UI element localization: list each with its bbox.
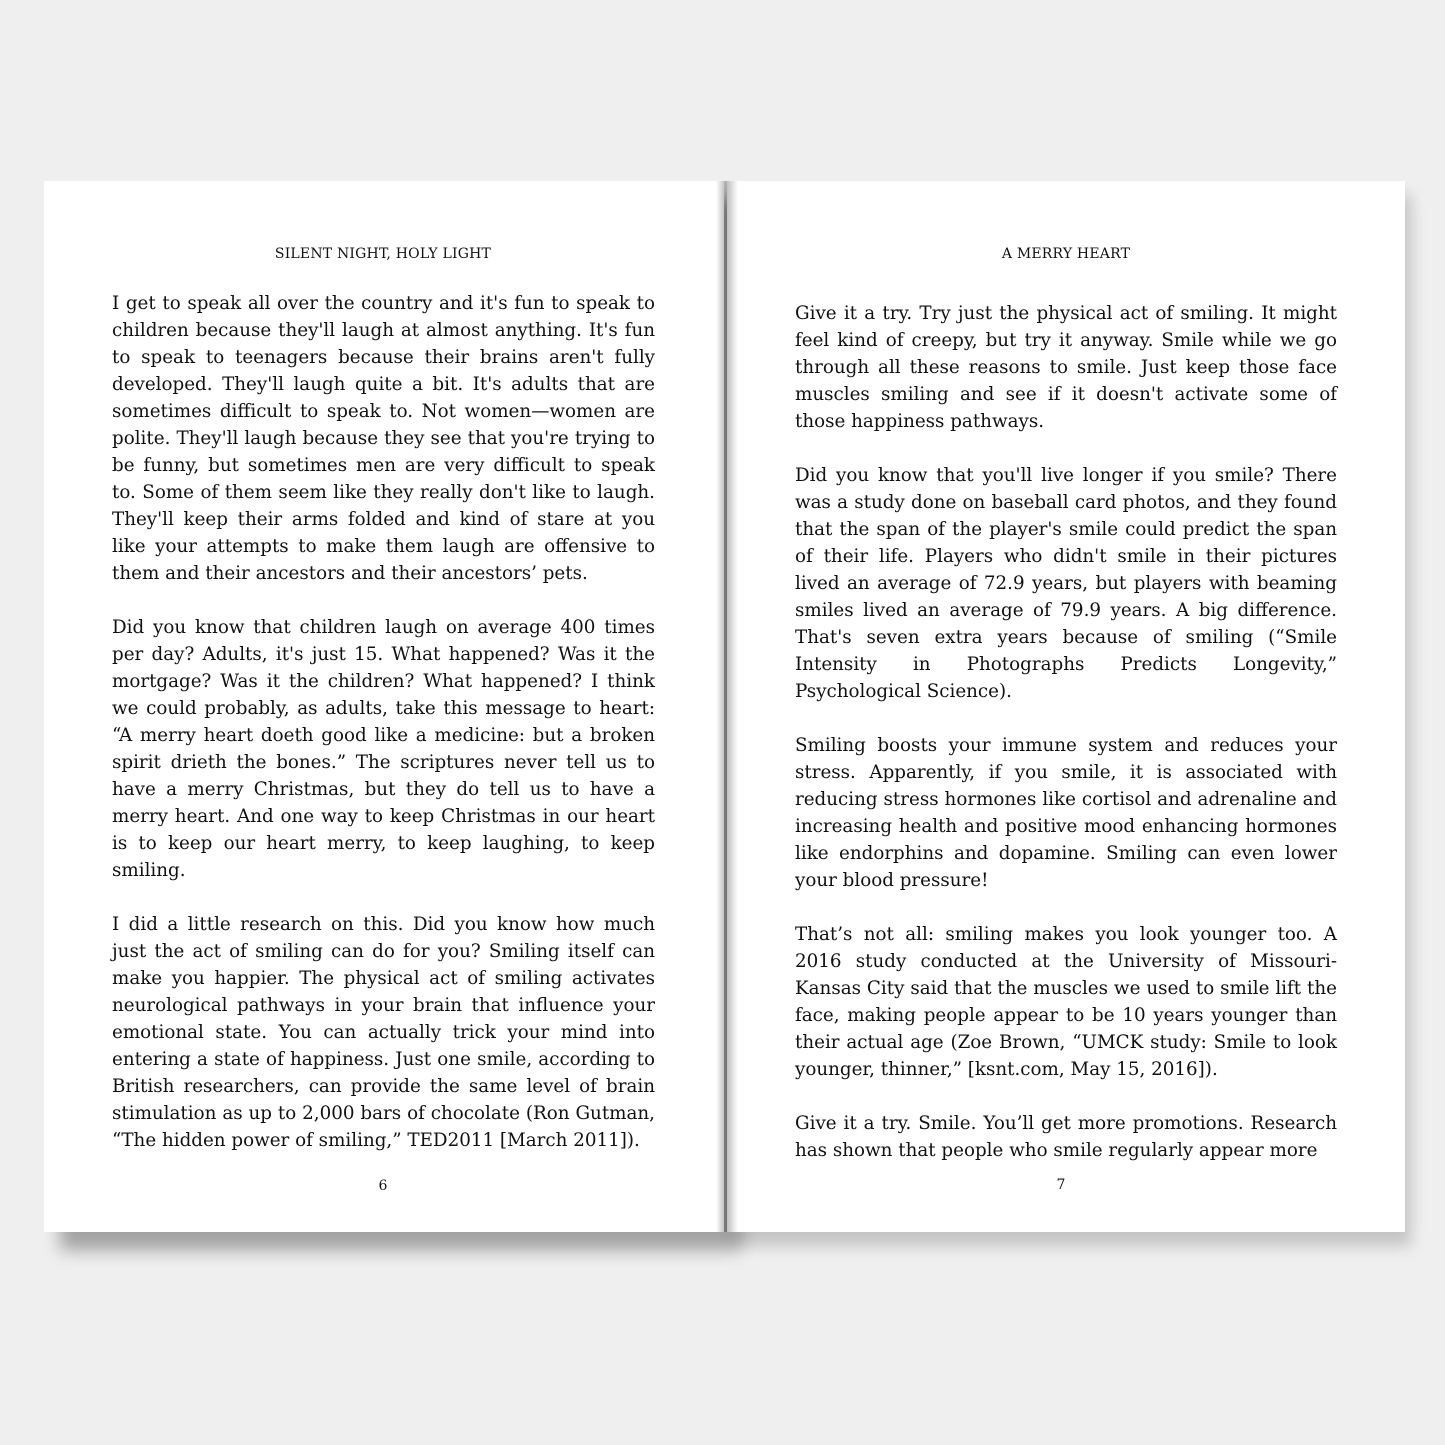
- paragraph: Smiling boosts your immune system and reduces your stress. Apparently, if you smile, it is associated with reducing stress hormones like cortisol and adrenaline and increasing health and positive mood enhancing hormones like endorphins and dopamine. Smiling can even lower your blood pressure!: [795, 735, 1337, 891]
- book-spread: [44, 181, 1405, 1232]
- page-body: [795, 300, 1337, 1191]
- page-number: 7: [1056, 1177, 1066, 1193]
- left-page: [44, 181, 724, 1232]
- paragraph: That’s not all: smiling makes you look younger too. A 2016 study conducted at the University of Missouri-Kansas City said that the muscles we used to smile lift the face, making people appear to be 10 years younger than their actual age (Zoe Brown, “UMCK study: Smile to look younger, thinner,” [ksnt.com, May 15, 2016]).: [795, 924, 1337, 1080]
- gutter-shadow: [716, 181, 738, 1232]
- running-header: SILENT NIGHT, HOLY LIGHT: [274, 246, 492, 262]
- paragraph: Did you know that you'll live longer if you smile? There was a study done on baseball card photos, and they found that the span of the player's smile could predict the span of their life. Players who didn't smile in their pictures lived an average of 72.9 years, but players with beaming smiles lived an average of 79.9 years. A big difference. That's seven extra years because of smiling (“Smile Intensity in Photographs Predicts Longevity,” Psychological Science).: [795, 465, 1337, 702]
- paragraph: Give it a try. Smile. You’ll get more promotions. Research has shown that people who smile regularly appear more: [795, 1113, 1337, 1161]
- page-body: [112, 290, 655, 1181]
- running-header: A MERRY HEART: [1001, 246, 1131, 262]
- page-number: 6: [378, 1178, 388, 1194]
- paragraph: I get to speak all over the country and it's fun to speak to children because they'll laugh at almost anything. It's fun to speak to teenagers because their brains aren't fully developed. They'll laugh quite a bit. It's adults that are sometimes difficult to speak to. Not women—women are polite. They'll laugh because they see that you're trying to be funny, but sometimes men are very difficult to speak to. Some of them seem like they really don't like to laugh. They'll keep their arms folded and kind of stare at you like your attempts to make them laugh are offensive to them and their ancestors and their ancestors’ pets.: [112, 293, 655, 584]
- paragraph: I did a little research on this. Did you know how much just the act of smiling can do for you? Smiling itself can make you happier. The physical act of smiling activates neurological pathways in your brain that influence your emotional state. You can actually trick your mind into entering a state of happiness. Just one smile, according to British researchers, can provide the same level of brain stimulation as up to 2,000 bars of chocolate (Ron Gutman, “The hidden power of smiling,” TED2011 [March 2011]).: [112, 914, 655, 1151]
- paragraph: Give it a try. Try just the physical act of smiling. It might feel kind of creepy, but try it anyway. Smile while we go through all these reasons to smile. Just keep those face muscles smiling and see if it doesn't activate some of those happiness pathways.: [795, 303, 1337, 432]
- paragraph: Did you know that children laugh on average 400 times per day? Adults, it's just 15. What happened? Was it the mortgage? Was it the children? What happened? I think we could probably, as adults, take this message to heart: “A merry heart doeth good like a medicine: but a broken spirit drieth the bones.” The scriptures never tell us to have a merry Christmas, but they do tell us to have a merry heart. And one way to keep Christmas in our heart is to keep our heart merry, to keep laughing, to keep smiling.: [112, 617, 655, 881]
- right-page: [727, 181, 1405, 1232]
